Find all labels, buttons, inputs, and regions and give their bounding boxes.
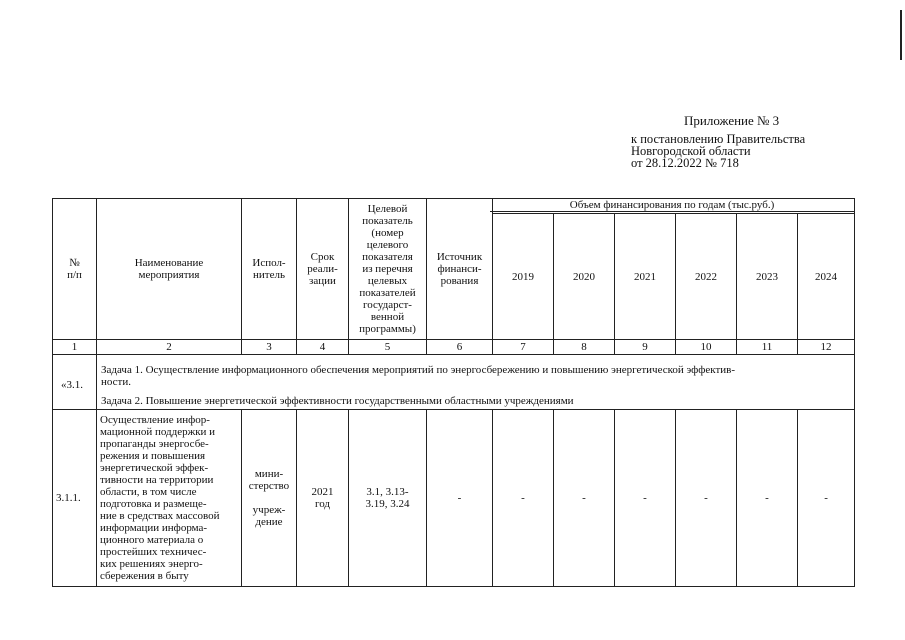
appendix-line-2: Новгородской области [631, 144, 751, 158]
task-text-cell [97, 355, 855, 410]
column-number: 1 [53, 340, 97, 355]
header-funding-group [493, 199, 855, 214]
item-value: - [676, 410, 737, 587]
page-edge-mark [900, 10, 902, 60]
document-header [631, 115, 805, 169]
header-term: Срок реали- зации [297, 199, 349, 340]
header-name: Наименование мероприятия [97, 199, 242, 340]
appendix-line-3: от 28.12.2022 № 718 [631, 156, 739, 170]
appendix-title: Приложение № 3 [684, 113, 780, 128]
item-number: 3.1.1. [53, 410, 97, 587]
header-year: 2020 [554, 214, 615, 340]
item-value: - [554, 410, 615, 587]
header-year: 2024 [798, 214, 855, 340]
item-executor: мини- стерство учреж- дение [242, 410, 297, 587]
task-1-text: Задача 1. Осуществление информационного обеспечения мероприятий по энергосбережению и повышению энергетической эффектив- ности. [101, 363, 736, 388]
column-number: 8 [554, 340, 615, 355]
column-number: 7 [493, 340, 554, 355]
item-value: - [798, 410, 855, 587]
header-year: 2019 [493, 214, 554, 340]
header-year: 2022 [676, 214, 737, 340]
item-name: Осуществление инфор- мационной поддержки и пропаганды энергосбе- режения и повышения энергетической эффек- тивности на территории области, в том числе подготовка и размеще- ние в средствах массовой информации информа- ционного материала о простейших техничес- ких решениях энерго- сбережения в быту [97, 410, 242, 587]
column-number: 3 [242, 340, 297, 355]
column-number: 12 [798, 340, 855, 355]
column-number: 9 [615, 340, 676, 355]
column-numbers-row [53, 340, 855, 355]
column-number: 10 [676, 340, 737, 355]
task-row [53, 355, 855, 410]
header-num: № п/п [53, 199, 97, 340]
task-number: «3.1. [53, 355, 97, 410]
header-target: Целевой показатель (номер целевого показателя из перечня целевых показателей государст- венной программы) [349, 199, 427, 340]
funding-group-label: Объем финансирования по годам (тыс.руб.) [490, 199, 854, 212]
table-row [53, 410, 855, 587]
header-source: Источник финанси- рования [427, 199, 493, 340]
header-year: 2021 [615, 214, 676, 340]
header-year: 2023 [737, 214, 798, 340]
measures-table [52, 198, 855, 587]
column-number: 5 [349, 340, 427, 355]
column-number: 2 [97, 340, 242, 355]
item-target: 3.1, 3.13- 3.19, 3.24 [349, 410, 427, 587]
column-number: 6 [427, 340, 493, 355]
item-value: - [737, 410, 798, 587]
item-source: - [427, 410, 493, 587]
appendix-line-1: к постановлению Правительства [631, 132, 806, 146]
header-executor: Испол- нитель [242, 199, 297, 340]
column-number: 4 [297, 340, 349, 355]
item-term: 2021 год [297, 410, 349, 587]
item-value: - [615, 410, 676, 587]
column-number: 11 [737, 340, 798, 355]
item-value: - [493, 410, 554, 587]
task-2-text: Задача 2. Повышение энергетической эффективности государственными областными учреждениями [101, 394, 574, 407]
